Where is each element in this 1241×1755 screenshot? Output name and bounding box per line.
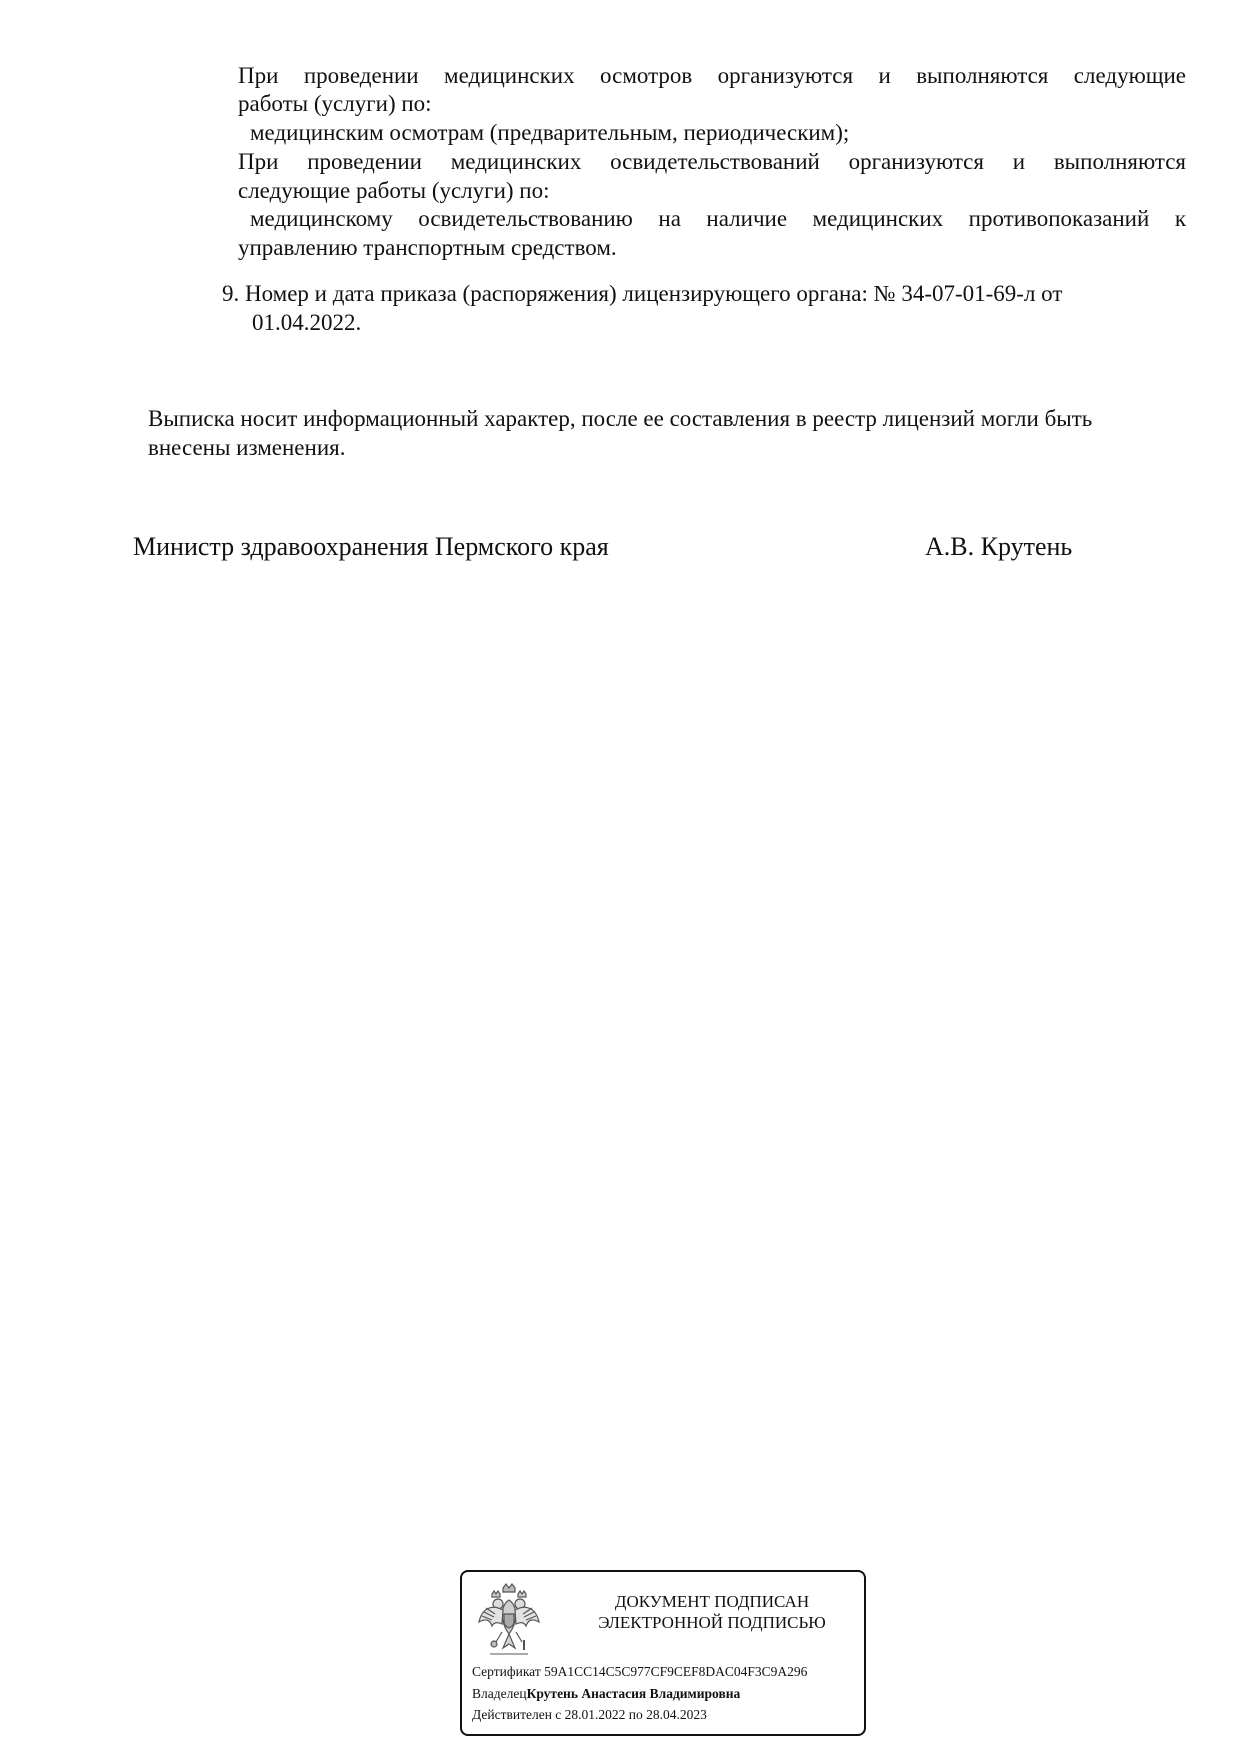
stamp-heading: ЭЛЕКТРОННОЙ ПОДПИСЬЮ xyxy=(598,1613,826,1632)
stamp-certificate xyxy=(472,1663,864,1680)
signer-position: Министр здравоохранения Пермского края xyxy=(133,532,609,561)
stamp-heading: ДОКУМЕНТ ПОДПИСАН xyxy=(614,1592,810,1611)
certificate-value: 59A1CC14C5C977CF9CEF8DAC04F3C9A296 xyxy=(544,1664,808,1679)
paragraph-line: При проведении медицинских освидетельствований организуются и выполняются xyxy=(238,149,1186,174)
paragraph-line: работы (услуги) по: xyxy=(238,91,432,116)
stamp-validity: Действителен с 28.01.2022 по 28.04.2023 xyxy=(472,1707,707,1722)
russian-coat-of-arms-icon xyxy=(476,1582,542,1662)
stamp-owner xyxy=(472,1685,864,1702)
certificate-label: Сертификат xyxy=(472,1664,541,1679)
electronic-signature-stamp xyxy=(460,1570,866,1736)
paragraph-line: управлению транспортным средством. xyxy=(238,235,617,260)
disclaimer-line: Выписка носит информационный характер, после ее составления в реестр лицензий могли быть xyxy=(148,406,1093,431)
order-date-line: 01.04.2022. xyxy=(252,310,362,335)
paragraph-line: медицинским осмотрам (предварительным, периодическим); xyxy=(250,120,850,145)
owner-label: Владелец xyxy=(472,1686,527,1701)
paragraph-line: При проведении медицинских осмотров организуются и выполняются следующие xyxy=(238,63,1186,88)
paragraph-line: медицинскому освидетельствованию на наличие медицинских противопоказаний к xyxy=(250,206,1186,231)
paragraph-line: следующие работы (услуги) по: xyxy=(238,178,550,203)
disclaimer-line: внесены изменения. xyxy=(148,435,346,460)
order-number-line: 9. Номер и дата приказа (распоряжения) лицензирующего органа: № 34-07-01-69-л от xyxy=(222,281,1063,306)
owner-value: Крутень Анастасия Владимировна xyxy=(526,1686,741,1701)
signer-name: А.В. Крутень xyxy=(925,532,1073,561)
